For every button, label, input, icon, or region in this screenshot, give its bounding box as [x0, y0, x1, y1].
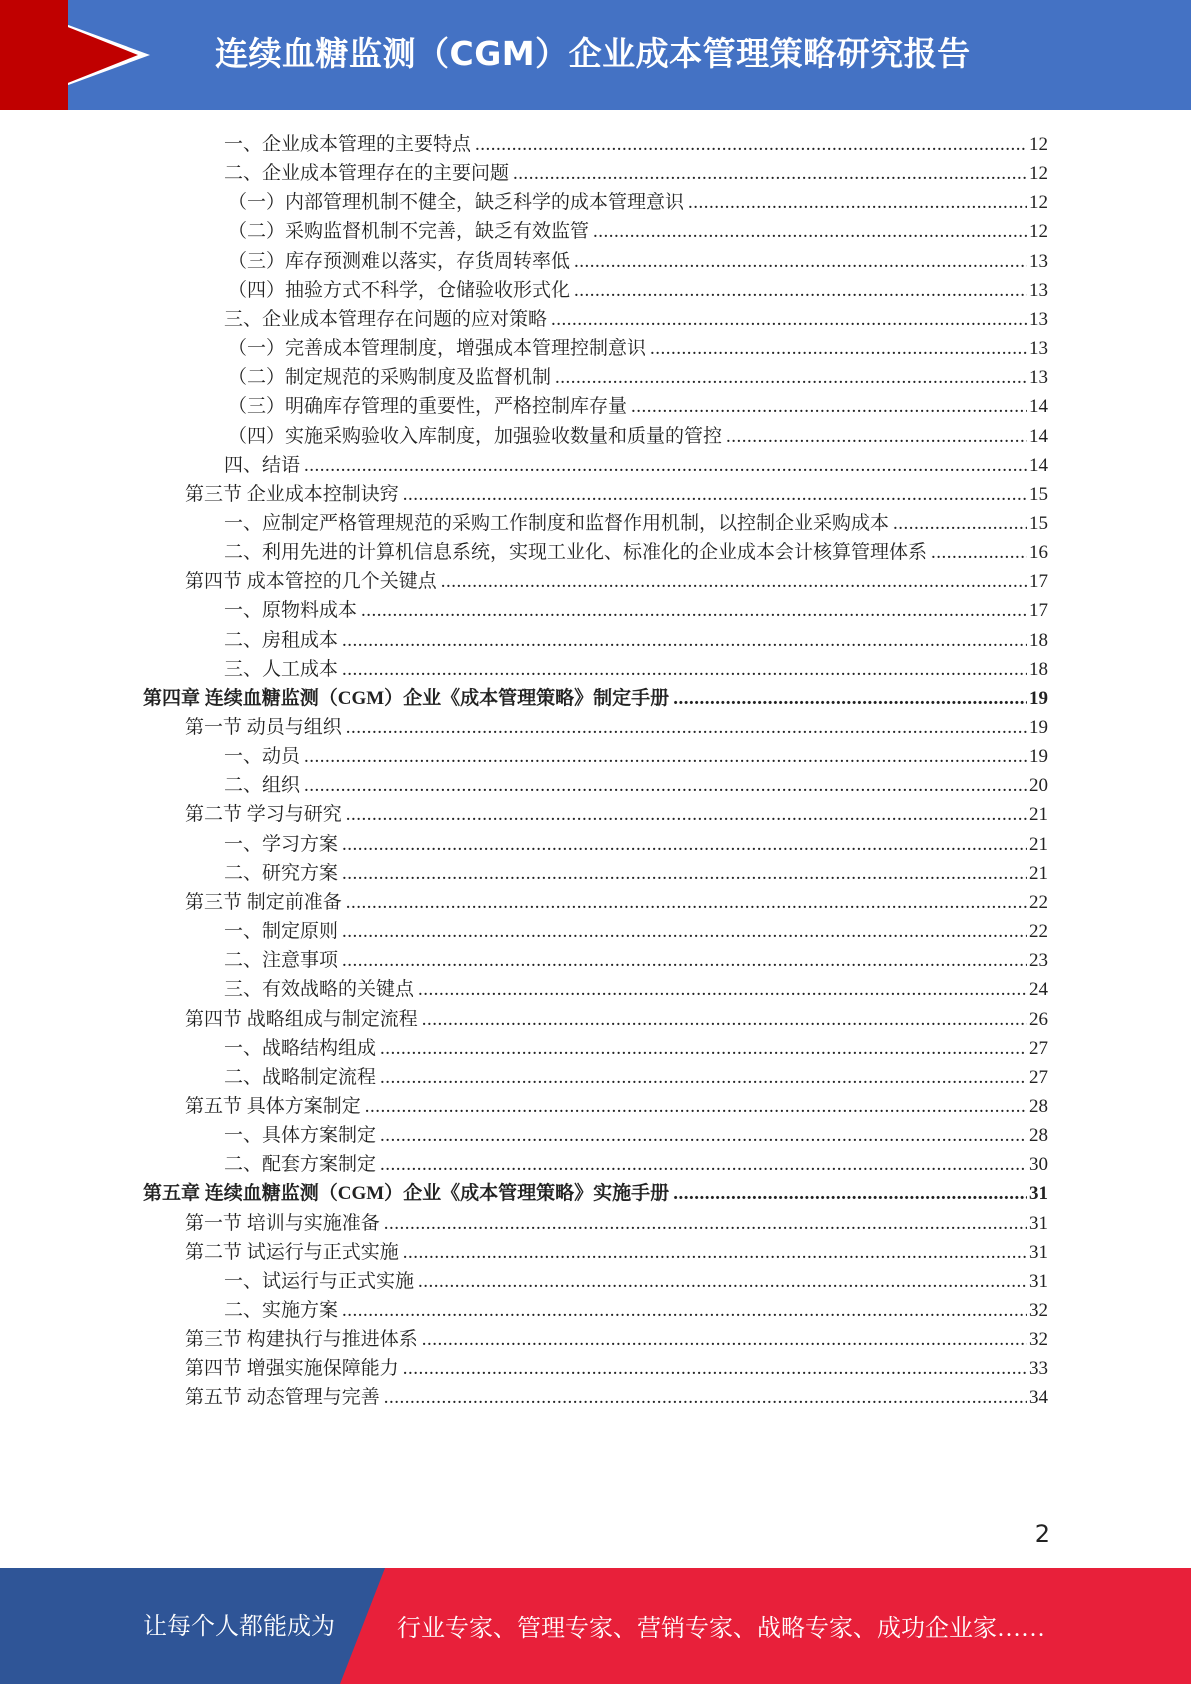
toc-entry-label: （二）制定规范的采购制度及监督机制: [228, 367, 552, 389]
toc-entry-page: 12: [1029, 134, 1048, 155]
toc-entry[interactable]: [224, 739, 1048, 770]
page-footer: [0, 1568, 1191, 1684]
toc-entry-label: 一、原物料成本: [224, 600, 358, 622]
toc-entry-page: 13: [1029, 279, 1048, 301]
footer-slogan-left: 让每个人都能成为: [143, 1614, 335, 1640]
toc-entry-page: 21: [1029, 833, 1048, 855]
toc-entry[interactable]: [185, 1322, 1048, 1353]
toc-entry-label: 二、战略制定流程: [224, 1066, 377, 1088]
toc-entry[interactable]: [224, 827, 1048, 858]
toc-entry-label: 三、企业成本管理存在问题的应对策略: [224, 308, 548, 330]
toc-entry[interactable]: [224, 1264, 1048, 1295]
toc-entry[interactable]: [185, 797, 1048, 828]
toc-entry-page: 13: [1029, 367, 1048, 389]
toc-entry-page: 13: [1029, 250, 1048, 272]
toc-entry-page: 31: [1029, 1183, 1048, 1205]
toc-entry-label: 一、制定原则: [224, 921, 339, 943]
toc-entry[interactable]: [224, 1147, 1048, 1178]
toc-entry-page: 14: [1029, 454, 1048, 476]
toc-leader-dots: [361, 598, 1027, 624]
toc-leader-dots: [555, 365, 1027, 391]
toc-entry[interactable]: [224, 127, 1048, 158]
toc-leader-dots: [422, 1007, 1027, 1033]
toc-entry[interactable]: [228, 185, 1048, 216]
toc-leader-dots: [418, 1269, 1027, 1295]
toc-entry[interactable]: [185, 1235, 1048, 1266]
toc-entry-page: 12: [1029, 163, 1048, 185]
toc-entry[interactable]: [224, 1031, 1048, 1062]
toc-entry-label: （三）明确库存管理的重要性，严格控制库存量: [228, 396, 628, 418]
toc-leader-dots: [551, 307, 1027, 333]
toc-leader-dots: [342, 832, 1027, 858]
toc-entry[interactable]: [224, 623, 1048, 654]
toc-entry-page: 27: [1029, 1037, 1048, 1059]
toc-leader-dots: [380, 1152, 1027, 1178]
toc-entry[interactable]: [224, 943, 1048, 974]
toc-leader-dots: [380, 1036, 1027, 1062]
toc-entry-page: 13: [1029, 338, 1048, 360]
toc-entry-page: 22: [1029, 921, 1048, 943]
toc-leader-dots: [931, 540, 1027, 566]
toc-leader-dots: [441, 569, 1027, 595]
toc-entry[interactable]: [224, 1060, 1048, 1091]
toc-entry[interactable]: [185, 1089, 1048, 1120]
toc-entry[interactable]: [224, 593, 1048, 624]
toc-leader-dots: [650, 336, 1027, 362]
toc-leader-dots: [574, 278, 1027, 304]
toc-entry-label: 第三节 企业成本控制诀窍: [185, 483, 399, 505]
toc-leader-dots: [893, 511, 1027, 537]
toc-leader-dots: [346, 890, 1027, 916]
toc-entry[interactable]: [228, 244, 1048, 275]
toc-entry-page: 17: [1029, 571, 1048, 593]
toc-entry-label: 三、人工成本: [224, 658, 339, 680]
toc-entry[interactable]: [185, 1351, 1048, 1382]
toc-entry[interactable]: [143, 1176, 1048, 1207]
toc-entry-label: 三、有效战略的关键点: [224, 979, 415, 1001]
header-arrow-icon: [0, 0, 138, 110]
toc-entry-label: 二、房租成本: [224, 629, 339, 651]
toc-leader-dots: [342, 919, 1027, 945]
toc-entry-label: （四）实施采购验收入库制度，加强验收数量和质量的管控: [228, 425, 723, 447]
toc-leader-dots: [342, 628, 1027, 654]
toc-entry-label: 一、学习方案: [224, 833, 339, 855]
toc-entry-page: 32: [1029, 1329, 1048, 1351]
toc-entry[interactable]: [228, 419, 1048, 450]
toc-entry-page: 15: [1029, 483, 1048, 505]
toc-entry-label: 一、应制定严格管理规范的采购工作制度和监督作用机制，以控制企业采购成本: [224, 512, 890, 534]
toc-leader-dots: [304, 773, 1027, 799]
toc-entry-label: （二）采购监督机制不完善，缺乏有效监管: [228, 221, 590, 243]
toc-entry-page: 31: [1029, 1241, 1048, 1263]
toc-leader-dots: [380, 1065, 1027, 1091]
toc-leader-dots: [688, 190, 1027, 216]
toc-entry[interactable]: [228, 389, 1048, 420]
toc-entry-label: 二、配套方案制定: [224, 1154, 377, 1176]
toc-leader-dots: [346, 715, 1027, 741]
toc-entry[interactable]: [224, 768, 1048, 799]
toc-leader-dots: [342, 657, 1027, 683]
toc-leader-dots: [304, 744, 1027, 770]
toc-leader-dots: [346, 802, 1027, 828]
toc-leader-dots: [365, 1094, 1027, 1120]
toc-entry-label: 一、试运行与正式实施: [224, 1270, 415, 1292]
toc-entry-page: 14: [1029, 425, 1048, 447]
toc-entry-label: 四、结语: [224, 454, 301, 476]
toc-leader-dots: [726, 424, 1027, 450]
toc-entry[interactable]: [224, 535, 1048, 566]
toc-entry-page: 31: [1029, 1212, 1048, 1234]
toc-entry-label: 第二节 试运行与正式实施: [185, 1241, 399, 1263]
toc-entry[interactable]: [224, 1293, 1048, 1324]
toc-entry[interactable]: [228, 214, 1048, 245]
toc-entry[interactable]: [224, 156, 1048, 187]
toc-entry[interactable]: [185, 1206, 1048, 1237]
toc-entry-page: 21: [1029, 804, 1048, 826]
toc-entry[interactable]: [185, 885, 1048, 916]
toc-entry-label: 二、注意事项: [224, 950, 339, 972]
toc-entry-label: 第二节 学习与研究: [185, 804, 342, 826]
footer-slogan-right: 行业专家、管理专家、营销专家、战略专家、成功企业家……: [397, 1616, 1045, 1642]
toc-leader-dots: [342, 948, 1027, 974]
toc-entry-page: 28: [1029, 1125, 1048, 1147]
toc-leader-dots: [403, 1356, 1027, 1382]
toc-entry-label: 二、实施方案: [224, 1300, 339, 1321]
toc-leader-dots: [475, 132, 1027, 158]
toc-entry-page: 26: [1029, 1008, 1048, 1030]
toc-entry[interactable]: [185, 564, 1048, 595]
toc-leader-dots: [631, 394, 1027, 420]
toc-entry-label: 第五节 动态管理与完善: [185, 1387, 380, 1409]
toc-entry-label: 二、企业成本管理存在的主要问题: [224, 163, 510, 185]
toc-entry-label: 一、动员: [224, 746, 301, 768]
toc-entry-label: （一）内部管理机制不健全，缺乏科学的成本管理意识: [228, 192, 685, 214]
toc-leader-dots: [403, 1240, 1027, 1266]
toc-entry[interactable]: [228, 273, 1048, 304]
toc-leader-dots: [673, 686, 1027, 712]
page-number: 2: [1034, 1520, 1050, 1548]
toc-entry-label: 一、企业成本管理的主要特点: [224, 134, 472, 155]
page-header: [0, 0, 1191, 110]
toc-entry-label: 二、利用先进的计算机信息系统，实现工业化、标准化的企业成本会计核算管理体系: [224, 542, 928, 564]
toc-entry[interactable]: [224, 972, 1048, 1003]
toc-entry[interactable]: [228, 360, 1048, 391]
toc-entry-page: 30: [1029, 1154, 1048, 1176]
toc-entry[interactable]: [228, 331, 1048, 362]
toc-entry-label: （三）库存预测难以落实，存货周转率低: [228, 250, 571, 272]
toc-entry-page: 14: [1029, 396, 1048, 418]
toc-leader-dots: [342, 1298, 1027, 1324]
toc-entry-page: 17: [1029, 600, 1048, 622]
toc-leader-dots: [342, 861, 1027, 887]
toc-entry-page: 22: [1029, 891, 1048, 913]
toc-leader-dots: [574, 249, 1027, 275]
toc-entry-label: 一、战略结构组成: [224, 1037, 377, 1059]
toc-entry-label: 二、研究方案: [224, 862, 339, 884]
toc-entry-label: 第一节 培训与实施准备: [185, 1212, 380, 1234]
toc-entry-page: 33: [1029, 1358, 1048, 1380]
toc-entry-label: （一）完善成本管理制度，增强成本管理控制意识: [228, 338, 647, 360]
toc-leader-dots: [513, 161, 1027, 187]
toc-leader-dots: [593, 219, 1027, 245]
toc-entry-page: 16: [1029, 542, 1048, 564]
toc-entry-page: 19: [1029, 746, 1048, 768]
toc-entry-page: 27: [1029, 1066, 1048, 1088]
toc-entry[interactable]: [185, 477, 1048, 508]
toc-entry[interactable]: [224, 448, 1048, 479]
footer-blue-slant: [340, 1568, 385, 1684]
toc-entry-label: （四）抽验方式不科学，仓储验收形式化: [228, 279, 571, 301]
toc-entry-page: 12: [1029, 221, 1048, 243]
toc-entry-label: 第四章 连续血糖监测（CGM）企业《成本管理策略》制定手册: [143, 687, 670, 709]
toc-entry-page: 32: [1029, 1300, 1048, 1321]
toc-entry-label: 二、组织: [224, 775, 301, 797]
toc-leader-dots: [384, 1211, 1027, 1237]
toc-leader-dots: [673, 1181, 1027, 1207]
toc-entry-page: 13: [1029, 308, 1048, 330]
toc-entry[interactable]: [224, 506, 1048, 537]
toc-entry-page: 18: [1029, 629, 1048, 651]
toc-entry-page: 28: [1029, 1095, 1048, 1117]
document-title: 连续血糖监测（CGM）企业成本管理策略研究报告: [215, 34, 971, 73]
toc-entry-page: 12: [1029, 192, 1048, 214]
toc-entry[interactable]: [224, 914, 1048, 945]
toc-entry[interactable]: [224, 652, 1048, 683]
toc-leader-dots: [403, 482, 1027, 508]
toc-entry[interactable]: [185, 1380, 1048, 1411]
toc-entry-page: 15: [1029, 512, 1048, 534]
toc-leader-dots: [304, 453, 1027, 479]
toc-entry-label: 第一节 动员与组织: [185, 717, 342, 738]
toc-entry[interactable]: [224, 856, 1048, 887]
toc-entry-label: 第四节 成本管控的几个关键点: [185, 571, 437, 593]
toc-entry-label: 第四节 增强实施保障能力: [185, 1358, 399, 1380]
toc-entry-page: 20: [1029, 775, 1048, 797]
toc-entry-page: 24: [1029, 979, 1048, 1001]
toc-entry-label: 第三节 构建执行与推进体系: [185, 1329, 418, 1351]
toc-entry[interactable]: [224, 1118, 1048, 1149]
toc-entry-page: 21: [1029, 862, 1048, 884]
toc-entry-label: 第五章 连续血糖监测（CGM）企业《成本管理策略》实施手册: [143, 1183, 670, 1205]
toc-entry-label: 第三节 制定前准备: [185, 891, 342, 913]
toc-entry-page: 18: [1029, 658, 1048, 680]
toc-entry-page: 34: [1029, 1387, 1048, 1409]
toc-entry[interactable]: [143, 681, 1048, 712]
toc-entry-label: 第五节 具体方案制定: [185, 1095, 361, 1117]
toc-leader-dots: [380, 1123, 1027, 1149]
toc-leader-dots: [418, 977, 1027, 1003]
toc-entry-page: 19: [1029, 717, 1048, 738]
toc-entry-page: 31: [1029, 1270, 1048, 1292]
toc-leader-dots: [422, 1327, 1027, 1353]
toc-entry-label: 一、具体方案制定: [224, 1125, 377, 1147]
toc-entry[interactable]: [224, 302, 1048, 333]
toc-leader-dots: [384, 1385, 1027, 1411]
toc-entry-label: 第四节 战略组成与制定流程: [185, 1008, 418, 1030]
toc-entry[interactable]: [185, 1002, 1048, 1033]
toc-entry[interactable]: [185, 710, 1048, 741]
toc-entry-page: 19: [1029, 687, 1048, 709]
toc-entry-page: 23: [1029, 950, 1048, 972]
